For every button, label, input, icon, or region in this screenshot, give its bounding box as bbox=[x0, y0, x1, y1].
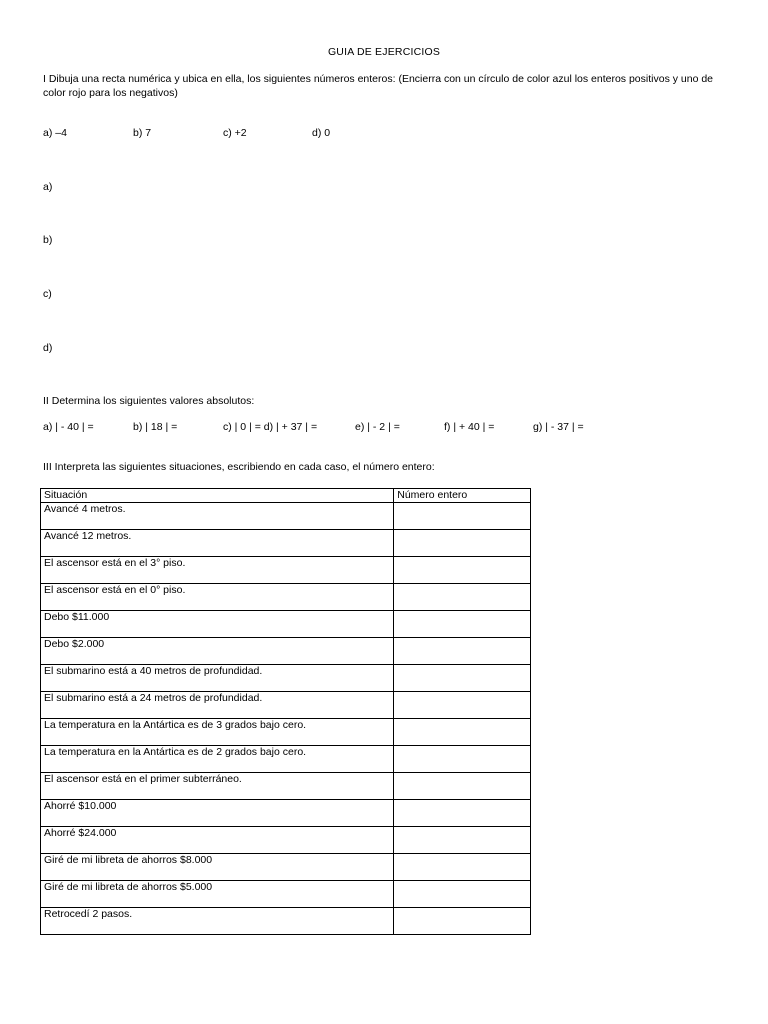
header-situacion: Situación bbox=[41, 489, 394, 503]
situation-cell: Ahorré $24.000 bbox=[41, 827, 394, 854]
section1-instruction: I Dibuja una recta numérica y ubica en ella, los siguientes números enteros: (Encierra con un círculo de color azul los enteros positivos y uno de color rojo para los negativos) bbox=[43, 73, 714, 99]
situation-cell: El ascensor está en el 0° piso. bbox=[41, 584, 394, 611]
situation-cell: El ascensor está en el primer subterráneo. bbox=[41, 773, 394, 800]
integer-answer-cell[interactable] bbox=[394, 692, 531, 719]
situation-cell: La temperatura en la Antártica es de 3 grados bajo cero. bbox=[41, 719, 394, 746]
table-row bbox=[41, 530, 531, 557]
integer-answer-cell[interactable] bbox=[394, 827, 531, 854]
table-row bbox=[41, 827, 531, 854]
table-row bbox=[41, 557, 531, 584]
table-row bbox=[41, 503, 531, 530]
table-row bbox=[41, 719, 531, 746]
situation-cell: Ahorré $10.000 bbox=[41, 800, 394, 827]
answer-label-d: d) bbox=[43, 342, 53, 354]
situation-cell: Giré de mi libreta de ahorros $8.000 bbox=[41, 854, 394, 881]
abs-value-g: g) | - 37 | = bbox=[533, 421, 584, 433]
page-title: GUIA DE EJERCICIOS bbox=[327, 46, 441, 58]
situation-cell: El submarino está a 40 metros de profundidad. bbox=[41, 665, 394, 692]
table-body bbox=[41, 503, 531, 935]
table-row bbox=[41, 692, 531, 719]
abs-value-f: f) | + 40 | = bbox=[444, 421, 495, 433]
table-header-row bbox=[41, 489, 531, 503]
table-row bbox=[41, 800, 531, 827]
abs-value-e: e) | - 2 | = bbox=[355, 421, 400, 433]
integer-answer-cell[interactable] bbox=[394, 638, 531, 665]
situation-cell: La temperatura en la Antártica es de 2 grados bajo cero. bbox=[41, 746, 394, 773]
situation-cell: El ascensor está en el 3° piso. bbox=[41, 557, 394, 584]
section3-instruction: III Interpreta las siguientes situaciones, escribiendo en cada caso, el número entero: bbox=[43, 461, 435, 473]
situation-cell: Avancé 12 metros. bbox=[41, 530, 394, 557]
integer-answer-cell[interactable] bbox=[394, 557, 531, 584]
integer-answer-cell[interactable] bbox=[394, 908, 531, 935]
header-numero-entero: Número entero bbox=[394, 489, 531, 503]
section1-item-d: d) 0 bbox=[312, 127, 331, 139]
table-row bbox=[41, 773, 531, 800]
table-row bbox=[41, 854, 531, 881]
table-row bbox=[41, 611, 531, 638]
integer-answer-cell[interactable] bbox=[394, 503, 531, 530]
situation-cell: Debo $2.000 bbox=[41, 638, 394, 665]
integer-answer-cell[interactable] bbox=[394, 611, 531, 638]
abs-value-a: a) | - 40 | = bbox=[43, 421, 94, 433]
situations-table bbox=[40, 488, 531, 935]
table-row bbox=[41, 746, 531, 773]
table-row bbox=[41, 584, 531, 611]
integer-answer-cell[interactable] bbox=[394, 854, 531, 881]
abs-value-b: b) | 18 | = bbox=[133, 421, 178, 433]
section1-item-c: c) +2 bbox=[223, 127, 247, 139]
abs-value-c-d: c) | 0 | = d) | + 37 | = bbox=[223, 421, 318, 433]
integer-answer-cell[interactable] bbox=[394, 881, 531, 908]
integer-answer-cell[interactable] bbox=[394, 773, 531, 800]
integer-answer-cell[interactable] bbox=[394, 800, 531, 827]
situation-cell: Giré de mi libreta de ahorros $5.000 bbox=[41, 881, 394, 908]
answer-label-a: a) bbox=[43, 181, 53, 193]
table-row bbox=[41, 881, 531, 908]
answer-label-c: c) bbox=[43, 288, 52, 300]
integer-answer-cell[interactable] bbox=[394, 530, 531, 557]
section2-instruction: II Determina los siguientes valores absolutos: bbox=[43, 395, 255, 407]
integer-answer-cell[interactable] bbox=[394, 665, 531, 692]
situation-cell: Debo $11.000 bbox=[41, 611, 394, 638]
section1-item-a: a) –4 bbox=[43, 127, 67, 139]
integer-answer-cell[interactable] bbox=[394, 746, 531, 773]
answer-label-b: b) bbox=[43, 234, 53, 246]
table-row bbox=[41, 665, 531, 692]
table-row bbox=[41, 908, 531, 935]
situation-cell: El submarino está a 24 metros de profundidad. bbox=[41, 692, 394, 719]
section1-item-b: b) 7 bbox=[133, 127, 152, 139]
integer-answer-cell[interactable] bbox=[394, 719, 531, 746]
integer-answer-cell[interactable] bbox=[394, 584, 531, 611]
situation-cell: Avancé 4 metros. bbox=[41, 503, 394, 530]
table-row bbox=[41, 638, 531, 665]
situation-cell: Retrocedí 2 pasos. bbox=[41, 908, 394, 935]
